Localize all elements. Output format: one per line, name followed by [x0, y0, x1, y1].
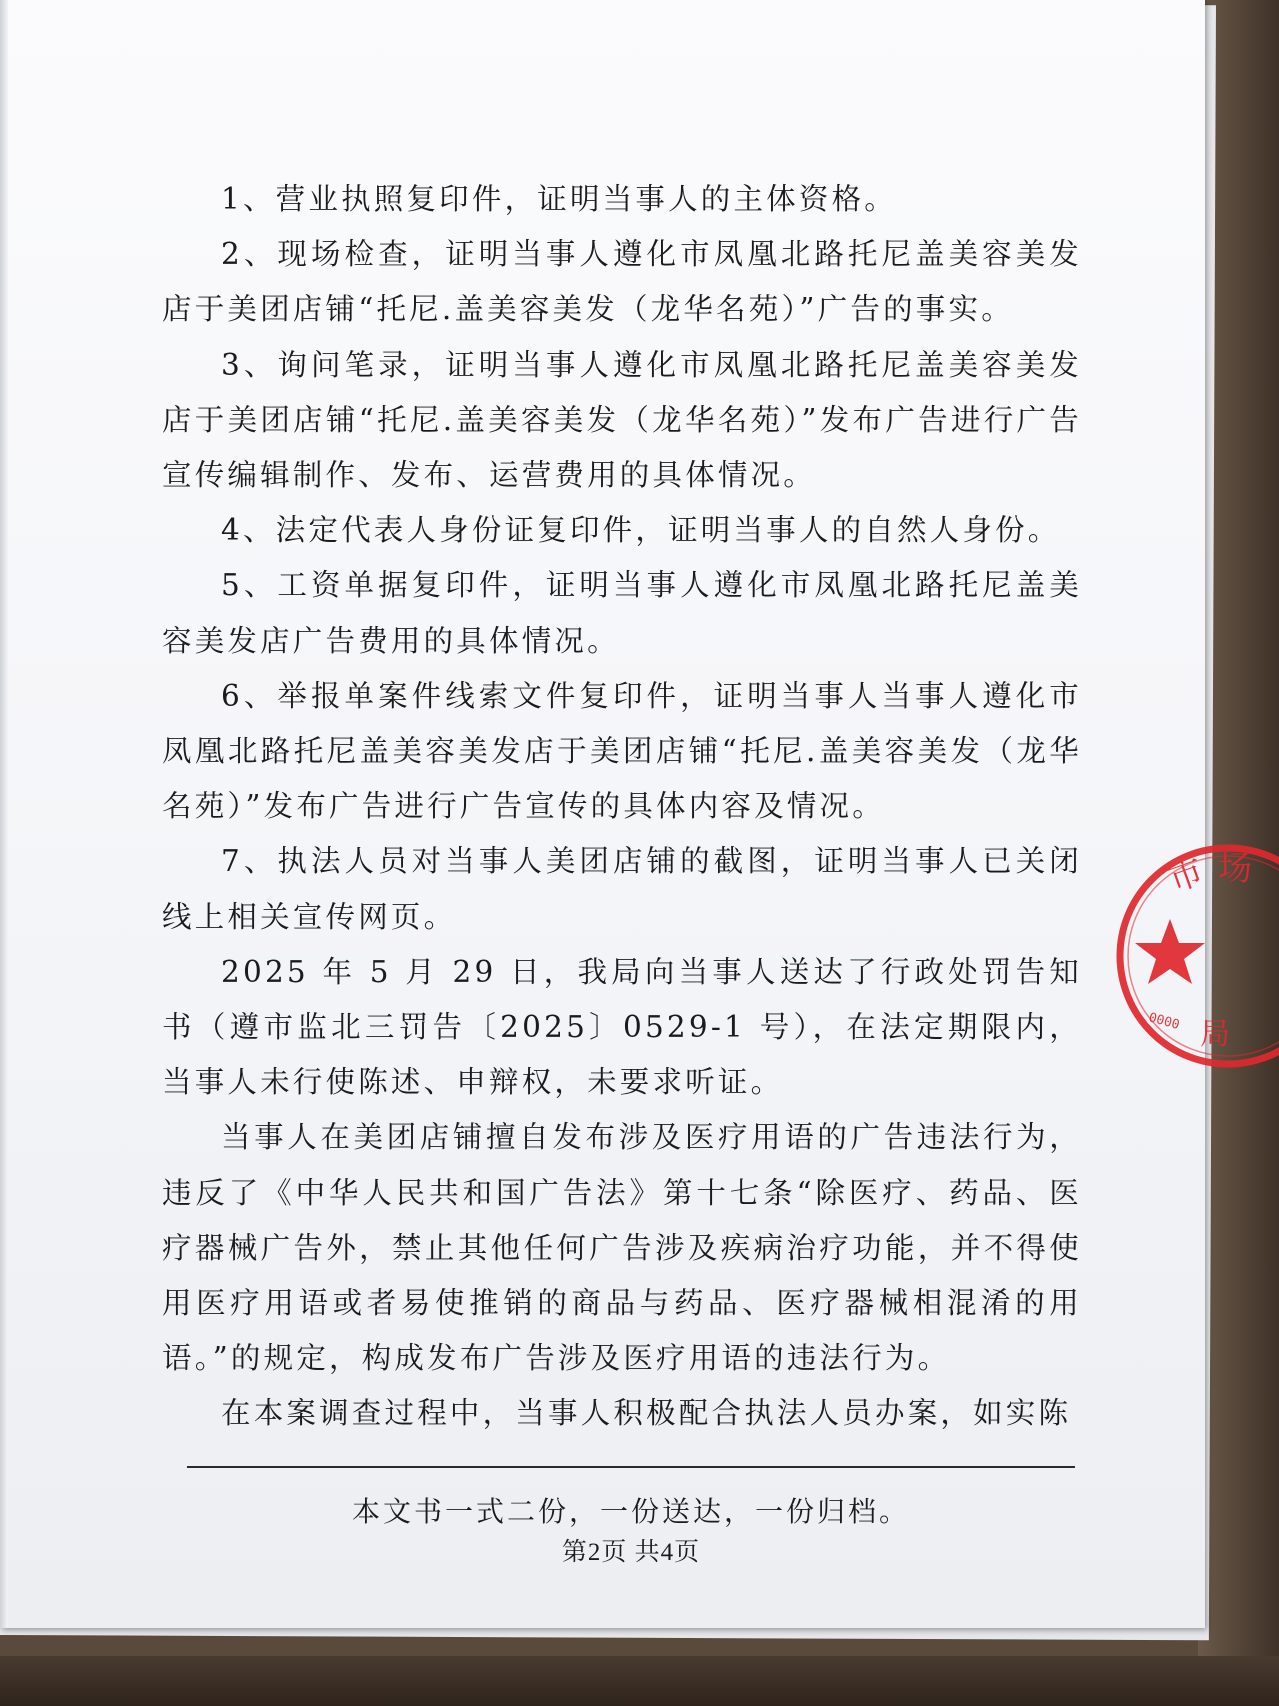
official-seal-stamp: [1108, 836, 1279, 1076]
table-surface-bottom: [0, 1656, 1279, 1706]
evidence-item-5: 5、工资单据复印件，证明当事人遵化市凤凰北路托尼盖美容美发店广告费用的具体情况。: [162, 568, 1082, 658]
page-number: 第2页 共4页: [561, 1539, 701, 1566]
cooperation-paragraph: 在本案调查过程中，当事人积极配合执法人员办案，如实陈: [221, 1396, 1072, 1431]
footer-divider: [187, 1466, 1075, 1468]
seal-star-icon: [1135, 919, 1205, 984]
notice-delivery-paragraph: 2025 年 5 月 29 日，我局向当事人送达了行政处罚告知书（遵市监北三罚告〔2025〕0529-1 号），在法定期限内，当事人未行使陈述、申辩权，未要求听证。: [162, 954, 1082, 1100]
seal-text-top-2: 场: [1218, 849, 1252, 889]
document-body: [162, 172, 1082, 1442]
seal-code-text: 0000: [1146, 1010, 1182, 1033]
evidence-item-3: 3、询问笔录，证明当事人遵化市凤凰北路托尼盖美容美发店于美团店铺“托尼.盖美容美发（龙华名苑）”发布广告进行广告宣传编辑制作、发布、运营费用的具体情况。: [162, 347, 1082, 493]
footer-copies-note: 本文书一式二份，一份送达，一份归档。: [351, 1495, 910, 1528]
evidence-item-4: 4、法定代表人身份证复印件，证明当事人的自然人身份。: [221, 513, 1061, 548]
evidence-item-1: 1、营业执照复印件，证明当事人的主体资格。: [221, 182, 897, 216]
evidence-item-6: 6、举报单案件线索文件复印件，证明当事人当事人遵化市凤凰北路托尼盖美容美发店于美团店铺“托尼.盖美容美发（龙华名苑）”发布广告进行广告宣传的具体内容及情况。: [162, 678, 1082, 824]
seal-text-bottom: 局: [1200, 1017, 1230, 1052]
violation-paragraph: 当事人在美团店铺擅自发布涉及医疗用语的广告违法行为，违反了《中华人民共和国广告法》第十七条“除医疗、药品、医疗器械广告外，禁止其他任何广告涉及疾病治疗功能，并不得使用医疗用语或者易使推销的商品与药品、医疗器械相混淆的用语。”的规定，构成发布广告涉及医疗用语的违法行为。: [162, 1120, 1082, 1376]
evidence-item-7: 7、执法人员对当事人美团店铺的截图，证明当事人已关闭线上相关宣传网页。: [162, 844, 1082, 934]
evidence-item-2: 2、现场检查，证明当事人遵化市凤凰北路托尼盖美容美发店于美团店铺“托尼.盖美容美发（龙华名苑）”广告的事实。: [162, 237, 1082, 327]
seal-text-top: 市: [1163, 851, 1210, 901]
page-left-fold: [0, 0, 8, 1628]
